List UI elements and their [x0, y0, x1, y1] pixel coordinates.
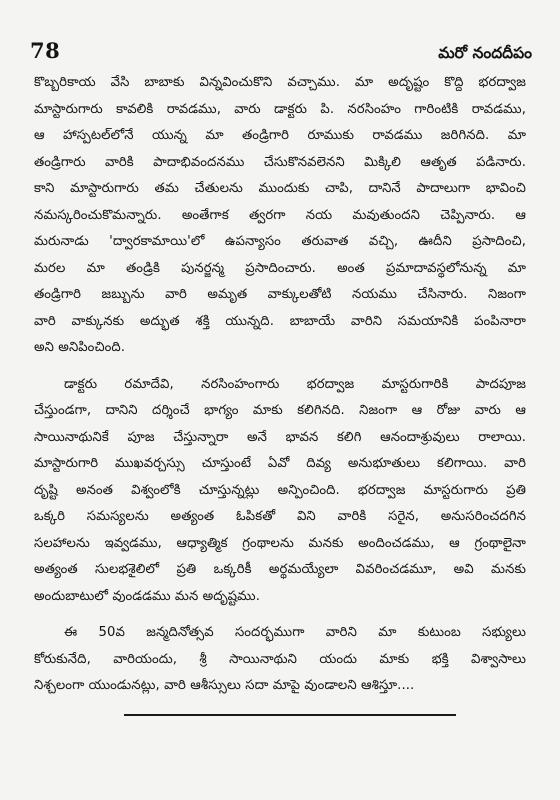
paragraph-2	[34, 372, 526, 611]
text-line: అత్యంత సులభశైలిలో ప్రతి ఒక్కరికీ అర్థమయ్యేలా వివరించడమూ, అవి మనకు	[34, 562, 526, 577]
text-line-last: నిశ్చలంగా యుండునట్లు, వారి ఆశీస్సులు సదా మాపై వుండాలని ఆశిస్తూ....	[34, 678, 415, 693]
text-line: కోరుకునేది, వారియందు, శ్రీ సాయినాథుని యందు మాకు భక్తి విశ్వాసాలు	[34, 651, 526, 667]
text-line: సలహాలను ఇవ్వడము, ఆధ్యాత్మిక గ్రంథాలను మనకు అందించడము, ఆ గ్రంథాలైనా	[34, 535, 526, 551]
text-line: కొబ్బరికాయ వేసి బాబాకు విన్నవించుకొని వచ్చాము. మా అదృష్టం కొద్ది భరద్వాజ	[34, 75, 526, 90]
text-line: దృష్టి అనంత విశ్వంలోకి చూస్తున్నట్లు అన్పించింది. భరద్వాజ మాస్టరుగారు ప్రతి	[34, 482, 526, 498]
text-line: చేస్తుండగా, దానిని దర్శించే భాగ్యం మాకు కలిగినది. నిజంగా ఆ రోజు వారు ఆ	[34, 403, 526, 418]
text-line: మరల మా తండ్రికి పునర్జన్మ ప్రసాదించారు. అంత ప్రమాదావస్థలోనున్న మా	[34, 260, 526, 276]
text-line: మాస్టారుగారు కావలికి రావడము, వారు డాక్టరు పి. నరసింహం గారింటికి రావడము,	[34, 101, 526, 117]
text-line: ఆ హాస్పటల్‌లోనే యున్న మా తండ్రిగారి రూముకు రావడము జరిగినది. మా	[34, 128, 526, 143]
text-line: మరునాడు 'ద్వారకామాయి'లో ఉపన్యాసం తరువాత వచ్చి, ఊదీని ప్రసాదించి,	[34, 234, 526, 249]
text-line-last: అని అనిపించింది.	[34, 340, 126, 355]
text-line: డాక్టరు రమాదేవి, నరసింహంగారు భరద్వాజ మాస్టరుగారికి పాదపూజ	[64, 376, 526, 392]
body-text	[34, 70, 526, 710]
paragraph-3	[34, 620, 526, 700]
text-line: మాస్టారుగారి ముఖవర్చస్సు చూస్తుంటే ఏవో దివ్య అనుభూతులు కలిగాయి. వారి	[34, 456, 526, 471]
text-line-last: అందుబాటులో వుండడము మన అదృష్టము.	[34, 588, 261, 604]
text-line: తండ్రిగారు వారికి పాదాభివందనము చేసుకొనవలెనని మిక్కిలి ఆతృత పడినారు.	[34, 154, 526, 170]
text-line: నమస్కరించుకొమన్నారు. అంతేగాక త్వరగా నయ మవుతుందని చెప్పినారు. ఆ	[34, 207, 526, 223]
text-line: ఈ 50వ జన్మదినోత్సవ సందర్భముగా వారిని మా కుటుంబ సభ్యులు	[64, 625, 526, 640]
page-header	[30, 38, 532, 66]
paragraph-1	[34, 70, 526, 362]
page-number: 78	[30, 38, 61, 63]
end-divider-rule	[124, 714, 456, 716]
text-line: వారి వాక్కునకు అద్భుత శక్తి యున్నది. బాబాయే వారిని సమయానికి పంపినారా	[34, 313, 526, 329]
text-line: తండ్రిగారి జబ్బును వారి అమృత వాక్కులతోటి నయము చేసినారు. నిజంగా	[34, 287, 526, 302]
text-line: సాయినాథునికే పూజ చేస్తున్నారా అనే భావన కలిగి ఆనందాశ్రువులు రాలాయి.	[34, 429, 526, 445]
text-line: ఒక్కరి సమస్యలను అత్యంత ఓపికతో విని వారికి సరైన, అనుసరించదగిన	[34, 509, 526, 524]
running-title: మరో నందదీపం	[438, 44, 532, 62]
text-line: కాని మాస్టారుగారు తమ చేతులను ముందుకు చాపి, దానినే పాదాలుగా భావించి	[34, 181, 526, 196]
